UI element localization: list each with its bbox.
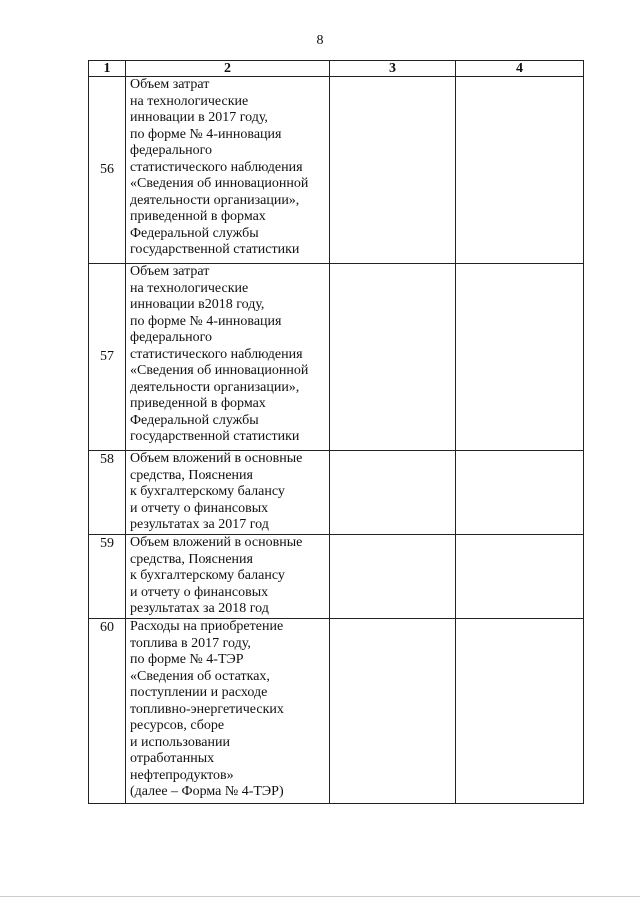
description-line: федерального (130, 330, 213, 345)
row-number: 59 (89, 535, 126, 619)
description-line: по форме № 4-инновация (130, 313, 282, 329)
description-line: деятельности организации», (130, 379, 300, 395)
description-line: средства, Пояснения (130, 467, 253, 483)
description-line: результатах за 2017 год (130, 517, 269, 532)
description-line: по форме № 4-инновация (130, 126, 282, 142)
description-line: приведенной в формах (130, 396, 266, 411)
description-line: статистического наблюдения (130, 346, 303, 362)
table-row (89, 264, 584, 451)
description-line: государственной статистики (130, 429, 300, 444)
column-header-4: 4 (456, 61, 584, 77)
row-cell-col3 (330, 535, 456, 619)
description-line: Объем затрат (130, 77, 210, 92)
column-header-2: 2 (126, 61, 330, 77)
description-line: топлива в 2017 году, (130, 635, 251, 651)
row-cell-col3 (330, 264, 456, 451)
description-line: инновации в2018 году, (130, 297, 265, 312)
description-line: топливно-энергетических (130, 701, 284, 717)
row-cell-col3 (330, 619, 456, 804)
description-line: статистического наблюдения (130, 159, 303, 175)
row-number: 56 (89, 77, 126, 264)
description-line: средства, Пояснения (130, 551, 253, 567)
row-cell-col4 (456, 264, 584, 451)
row-cell-col4 (456, 535, 584, 619)
description-line: и отчету о финансовых (130, 584, 269, 600)
data-table (88, 60, 584, 804)
description-line: деятельности организации», (130, 192, 300, 208)
row-cell-col3 (330, 77, 456, 264)
row-number: 60 (89, 619, 126, 804)
description-line: нефтепродуктов» (130, 767, 234, 783)
page-number: 8 (316, 33, 324, 48)
description-line: инновации в 2017 году, (130, 110, 268, 125)
description-line: Федеральной службы (130, 225, 259, 241)
description-line: ресурсов, сборе (130, 718, 225, 733)
description-line: Объем вложений в основные (130, 451, 303, 466)
row-description (126, 77, 330, 264)
description-line: Объем затрат (130, 264, 210, 279)
table-header-row (89, 61, 584, 77)
description-line: на технологические (130, 280, 249, 296)
row-description (126, 451, 330, 535)
row-description (126, 264, 330, 451)
row-cell-col4 (456, 77, 584, 264)
description-line: на технологические (130, 93, 249, 109)
description-line: Федеральной службы (130, 412, 259, 428)
table-row (89, 77, 584, 264)
row-cell-col4 (456, 451, 584, 535)
description-line: «Сведения об инновационной (130, 363, 309, 378)
description-line: к бухгалтерскому балансу (130, 484, 285, 499)
row-description (126, 535, 330, 619)
description-line: результатах за 2018 год (130, 601, 269, 616)
description-line: по форме № 4-ТЭР (130, 652, 244, 667)
description-line: приведенной в формах (130, 209, 266, 224)
description-line: «Сведения об остатках, (130, 668, 270, 684)
description-line: и использовании (130, 734, 230, 750)
description-line: отработанных (130, 751, 215, 766)
table-row (89, 619, 584, 804)
row-cell-col4 (456, 619, 584, 804)
row-number: 58 (89, 451, 126, 535)
column-header-1: 1 (89, 61, 126, 77)
page-edge-divider (0, 896, 640, 897)
description-line: федерального (130, 143, 213, 158)
table-row (89, 451, 584, 535)
description-line: Объем вложений в основные (130, 535, 303, 550)
column-header-3: 3 (330, 61, 456, 77)
description-line: Расходы на приобретение (130, 619, 284, 634)
description-line: государственной статистики (130, 242, 300, 257)
description-line: к бухгалтерскому балансу (130, 568, 285, 583)
row-cell-col3 (330, 451, 456, 535)
row-description (126, 619, 330, 804)
description-line: поступлении и расходе (130, 685, 268, 700)
description-line: «Сведения об инновационной (130, 176, 309, 191)
description-line: (далее – Форма № 4-ТЭР) (130, 784, 284, 799)
description-line: и отчету о финансовых (130, 500, 269, 516)
row-number: 57 (89, 264, 126, 451)
table-row (89, 535, 584, 619)
